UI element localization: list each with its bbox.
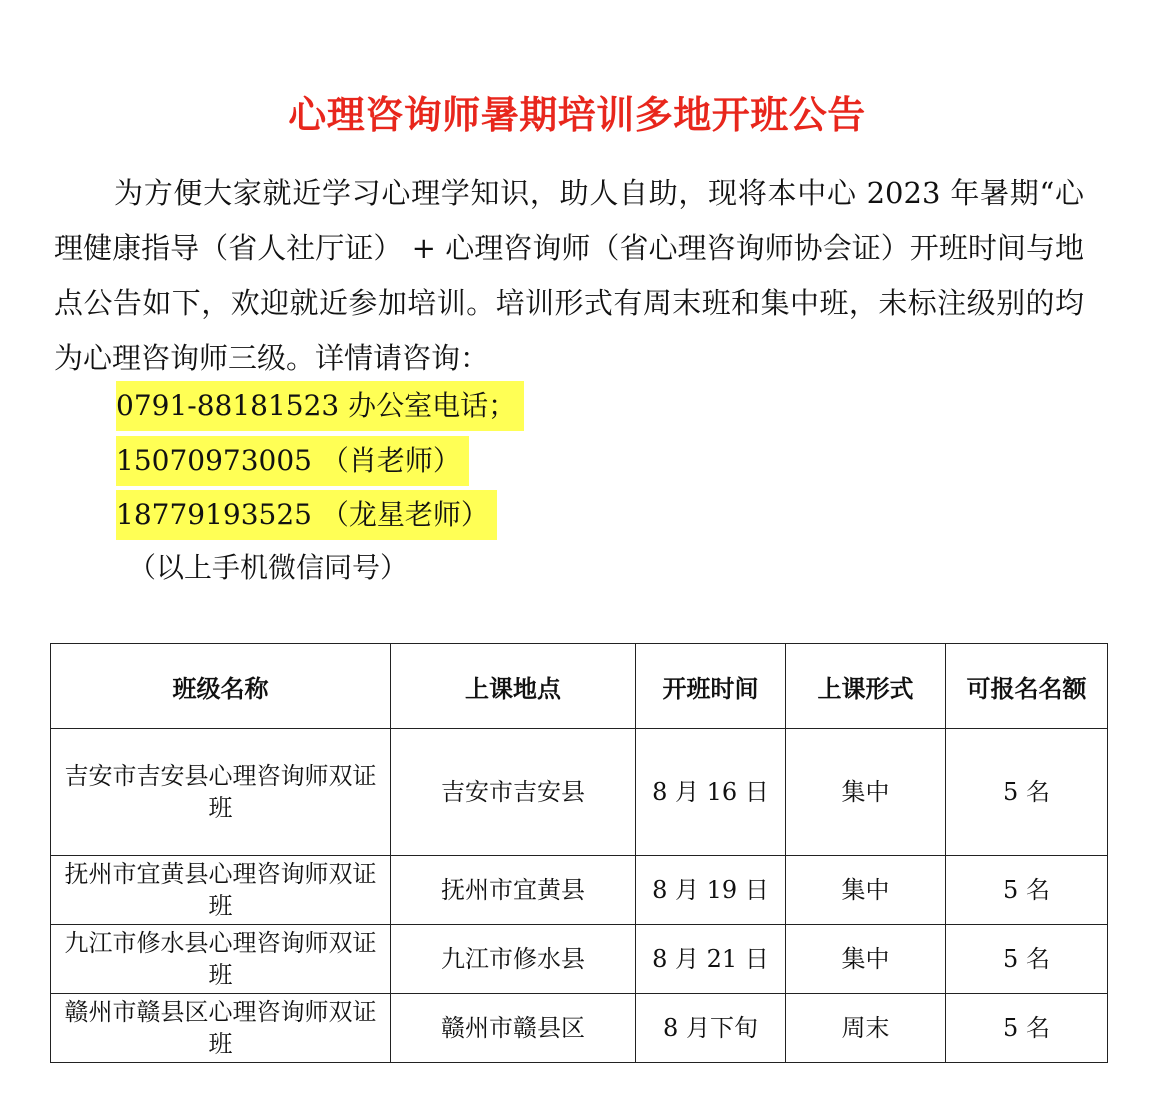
header-start-time: 开班时间: [636, 644, 786, 729]
table-row: [51, 994, 1108, 1063]
cell-location: 吉安市吉安县: [391, 729, 636, 856]
table-row: [51, 856, 1108, 925]
cell-start-time: 8 月下旬: [636, 994, 786, 1063]
cell-location: 九江市修水县: [391, 925, 636, 994]
header-format: 上课形式: [786, 644, 946, 729]
cell-quota: 5 名: [946, 729, 1108, 856]
cell-class-name: 吉安市吉安县心理咨询师双证班: [51, 729, 391, 856]
header-class-name: 班级名称: [51, 644, 391, 729]
cell-quota: 5 名: [946, 856, 1108, 925]
cell-format: 集中: [786, 925, 946, 994]
cell-quota: 5 名: [946, 994, 1108, 1063]
contact-office-phone: 0791-88181523 办公室电话；: [116, 381, 524, 431]
table-row: [51, 729, 1108, 856]
cell-format: 周末: [786, 994, 946, 1063]
cell-class-name: 九江市修水县心理咨询师双证班: [51, 925, 391, 994]
class-schedule-table: [50, 643, 1108, 1063]
table-row: [51, 925, 1108, 994]
cell-start-time: 8 月 21 日: [636, 925, 786, 994]
cell-location: 赣州市赣县区: [391, 994, 636, 1063]
cell-location: 抚州市宜黄县: [391, 856, 636, 925]
cell-start-time: 8 月 19 日: [636, 856, 786, 925]
cell-class-name: 抚州市宜黄县心理咨询师双证班: [51, 856, 391, 925]
header-location: 上课地点: [391, 644, 636, 729]
cell-class-name: 赣州市赣县区心理咨询师双证班: [51, 994, 391, 1063]
contact-teacher-long: 18779193525 （龙星老师）: [116, 490, 497, 540]
cell-quota: 5 名: [946, 925, 1108, 994]
cell-format: 集中: [786, 729, 946, 856]
intro-paragraph: 为方便大家就近学习心理学知识，助人自助，现将本中心 2023 年暑期“心理健康指导（省人社厅证） + 心理咨询师（省心理咨询师协会证）开班时间与地点公告如下，欢迎就近参加培训。培训形式有周末班和集中班，未标注级别的均为心理咨询师三级。详情请咨询：: [54, 176, 1084, 375]
wechat-note: （以上手机微信同号）: [128, 551, 409, 584]
page-title: 心理咨询师暑期培训多地开班公告: [288, 93, 866, 137]
cell-format: 集中: [786, 856, 946, 925]
contact-teacher-xiao: 15070973005 （肖老师）: [116, 436, 469, 486]
table-header-row: [51, 644, 1108, 729]
header-quota: 可报名名额: [946, 644, 1108, 729]
cell-start-time: 8 月 16 日: [636, 729, 786, 856]
